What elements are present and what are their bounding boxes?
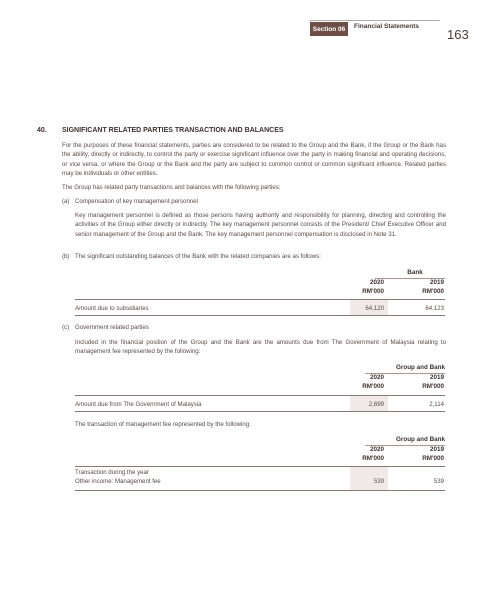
table-row-label: Amount due to subsidiaries — [75, 305, 149, 312]
table-cell-2019: 64,123 — [425, 305, 444, 312]
table-cell-2020: 539 — [373, 478, 384, 485]
note-number: 40. — [37, 127, 47, 134]
table-c1-bottom-rule — [75, 411, 445, 412]
part-c-label: Government related parties — [75, 324, 149, 331]
part-c-text-2: The transaction of management fee represented by the following: — [75, 421, 251, 428]
part-b-marker: (b) — [62, 253, 70, 260]
table-c1-col2-year: 2019 — [429, 374, 444, 381]
table-c2-col1-year: 2020 — [369, 446, 384, 453]
table-c1-col1-unit: RM'000 — [362, 383, 384, 390]
note-title: SIGNIFICANT RELATED PARTIES TRANSACTION AND BALANCES — [62, 127, 284, 134]
table-b-top-rule — [75, 299, 445, 300]
table-c2-col2-unit: RM'000 — [422, 455, 444, 462]
part-c-text: Included in the financial position of the Group and the Bank are the amounts due from The Government of Malaysia relating to management fee represented by the following: — [75, 339, 446, 356]
table-b-group-header: Bank — [407, 269, 423, 276]
part-b-label: The significant outstanding balances of the Bank with the related companies are as follows: — [75, 253, 321, 260]
table-c2-group-header: Group and Bank — [396, 436, 445, 443]
table-c1-top-rule — [75, 395, 445, 396]
table-c2-top-rule — [75, 466, 445, 467]
header-rule — [310, 20, 440, 21]
table-b-bottom-rule — [75, 315, 445, 316]
table-b-col2-unit: RM'000 — [422, 288, 444, 295]
part-c-marker: (c) — [62, 324, 70, 331]
part-a-marker: (a) — [62, 198, 70, 205]
section-title: Financial Statements — [354, 23, 420, 30]
table-c2-col2-year: 2019 — [429, 446, 444, 453]
table-b-col2-year: 2019 — [429, 279, 444, 286]
intro-paragraph: For the purposes of these financial statements, parties are considered to be related to the Group and the Bank, if the Group or the Bank has the ability, directly or indirectly, to control the party or exercise significant influence over the party in making financial and operating decisions, or vice versa, or where the Group or the Bank and the party are subject to common control or common significant influence. Related parties may be individuals or other entities. — [62, 142, 446, 177]
table-c1-col2-unit: RM'000 — [422, 383, 444, 390]
table-c2-col1-unit: RM'000 — [362, 455, 384, 462]
table-b-col1-year: 2020 — [369, 279, 384, 286]
table-cell-2019: 2,114 — [429, 401, 444, 408]
part-a-label: Compensation of key management personnel — [75, 198, 198, 205]
part-a-text: Key management personnel is defined as those persons having authority and responsibility for planning, directing and controlling the activities of the Group either directly or indirectly. The key management personnel consists of the President/ Chief Executive Officer and senior management of the Group and the Bank. The key management personnel compensation is disclosed in Note 31. — [75, 212, 446, 238]
intro-paragraph-2: The Group has related party transactions and balances with the following parties: — [62, 184, 281, 191]
table-cell-2019: 539 — [433, 478, 444, 485]
table-row-label: Amount due from The Government of Malaysia — [75, 401, 202, 408]
table-cell-2020: 64,120 — [365, 305, 384, 312]
page-number: 163 — [447, 27, 469, 42]
table-row-label: Other income: Management fee — [75, 478, 161, 485]
table-b-col1-unit: RM'000 — [362, 288, 384, 295]
table-section-label: Transaction during the year — [75, 469, 149, 476]
table-c1-col1-year: 2020 — [369, 374, 384, 381]
section-badge: Section 06 — [310, 22, 348, 36]
table-c1-group-header: Group and Bank — [396, 364, 445, 371]
table-c2-bottom-rule — [75, 490, 445, 491]
table-cell-2020: 2,699 — [368, 401, 384, 408]
